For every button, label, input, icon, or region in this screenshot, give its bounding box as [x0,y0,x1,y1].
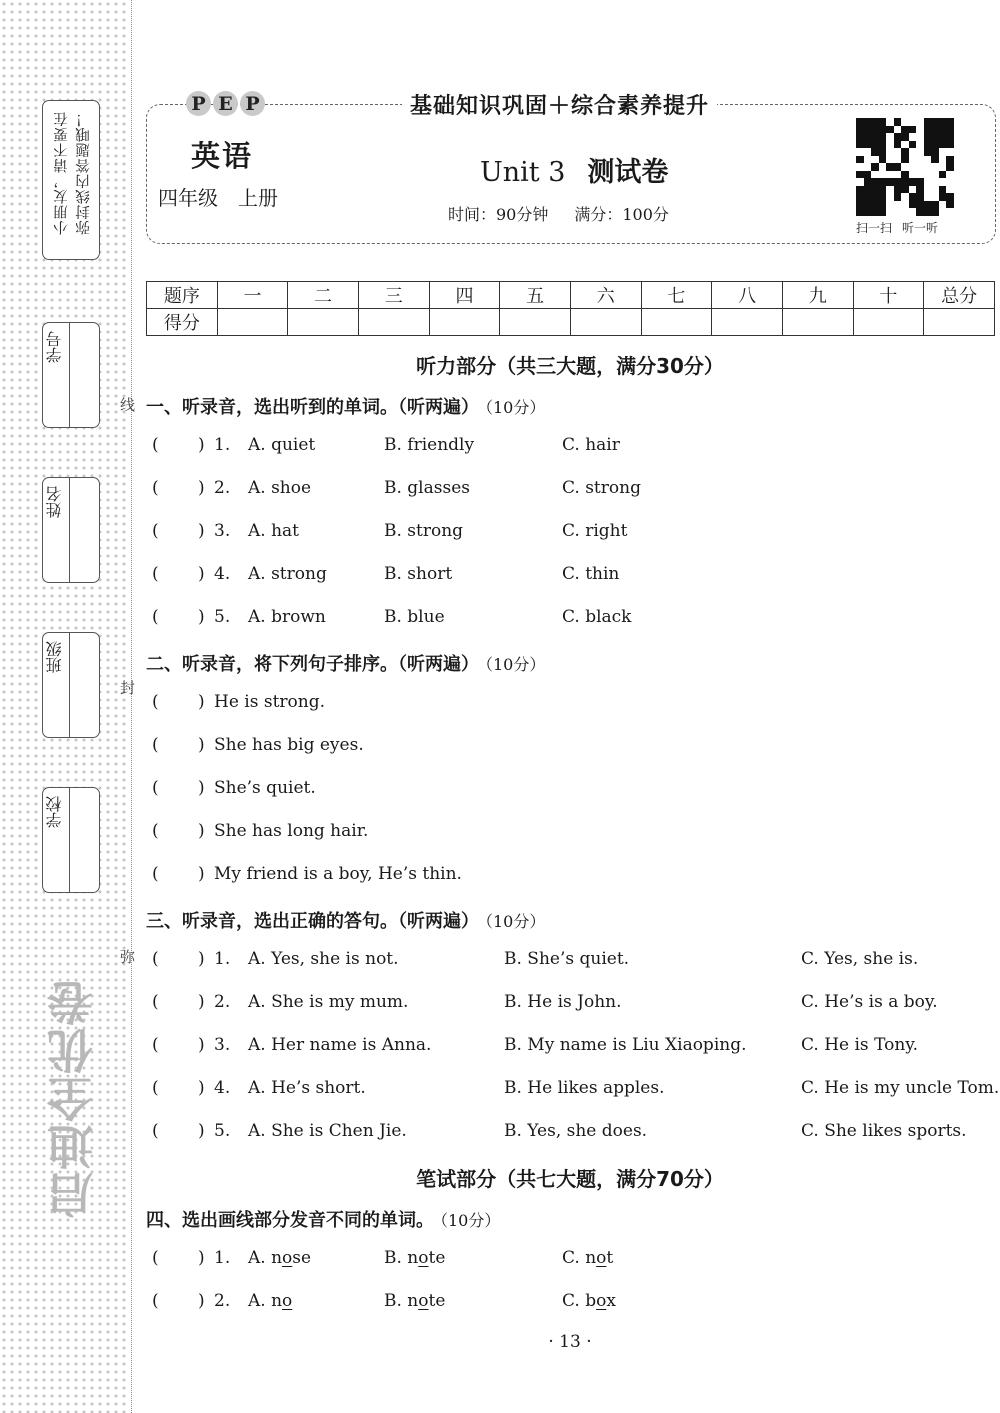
option-a[interactable]: A. no [248,1291,293,1311]
brand-logo: 启迪全优卷 [46,978,100,1218]
table-cell: 四 [429,282,500,309]
option-c[interactable]: C. He’s is a boy. [801,992,938,1012]
option-c[interactable]: C. hair [562,435,620,455]
score-cell[interactable] [288,309,359,336]
score-table [146,281,995,336]
table-cell: 题序 [147,282,218,309]
seal-cut-line [131,0,132,1413]
table-cell: 得分 [147,309,218,336]
option-c[interactable]: C. strong [562,478,641,498]
option-b[interactable]: B. note [384,1248,446,1268]
option-c[interactable]: C. She likes sports. [801,1121,967,1141]
table-cell: 三 [358,282,429,309]
notice-line-2: 弥封线内答题哦！ [76,111,92,235]
field-divider [69,478,70,582]
table-cell: 七 [641,282,712,309]
test-title [480,150,668,189]
option-c[interactable]: C. He is Tony. [801,1035,919,1055]
pep-badge [186,91,265,116]
score-cell[interactable] [500,309,571,336]
volume: 上册 [238,186,278,210]
field-label-name: 姓名 [45,486,64,518]
score-cell[interactable] [570,309,641,336]
seal-char-feng: 封 [120,679,136,697]
option-b[interactable]: B. glasses [384,478,470,498]
question-3-heading: 三、听录音，选出正确的答句。（听两遍） （10分） [146,911,546,932]
option-a[interactable]: A. hat [248,521,299,541]
field-label-school: 学校 [45,796,64,828]
option-a[interactable]: A. She is Chen Jie. [248,1121,407,1141]
option-a[interactable]: A. strong [248,564,327,584]
points: （10分） [485,912,546,931]
sentence: He is strong. [214,692,326,712]
option-a[interactable]: A. brown [248,607,326,627]
seal-char-xian: 线 [120,396,136,414]
qr-listen-label: 听一听 [902,221,939,235]
option-a[interactable]: A. shoe [248,478,312,498]
school-field[interactable] [42,787,100,893]
time-limit: 时间：90分钟 [448,205,549,224]
score-table-header-row [147,282,995,309]
option-b[interactable]: B. She’s quiet. [504,949,630,969]
option-b[interactable]: B. Yes, she does. [504,1121,648,1141]
score-cell[interactable] [853,309,924,336]
score-table-score-row [147,309,995,336]
option-c[interactable]: C. thin [562,564,620,584]
listening-section-title: 听力部分（共三大题，满分30分） [416,354,724,378]
sentence: She has long hair. [214,821,369,841]
points: （10分） [485,655,546,674]
option-a[interactable]: A. He’s short. [248,1078,366,1098]
time-score-line [448,202,669,225]
table-cell: 五 [500,282,571,309]
grade-line [158,182,278,211]
option-c[interactable]: C. box [562,1291,616,1311]
option-b[interactable]: B. friendly [384,435,475,455]
field-label-class: 班级 [45,641,64,673]
option-b[interactable]: B. note [384,1291,446,1311]
name-field[interactable] [42,477,100,583]
table-cell: 二 [288,282,359,309]
option-c[interactable]: C. not [562,1248,614,1268]
option-a[interactable]: A. Her name is Anna. [248,1035,432,1055]
score-cell[interactable] [429,309,500,336]
field-divider [69,633,70,737]
full-score: 满分：100分 [574,205,669,224]
option-b[interactable]: B. blue [384,607,445,627]
question-1-heading: 一、听录音，选出听到的单词。（听两遍） （10分） [146,397,546,418]
pep-letter: E [213,91,238,116]
score-cell[interactable] [217,309,288,336]
option-a[interactable]: A. quiet [248,435,316,455]
option-a[interactable]: A. She is my mum. [248,992,409,1012]
option-c[interactable]: C. black [562,607,632,627]
unit-label: Unit 3 [480,157,566,188]
option-b[interactable]: B. He likes apples. [504,1078,665,1098]
table-cell: 总分 [924,282,995,309]
field-label-student-number: 学号 [45,331,64,363]
option-b[interactable]: B. He is John. [504,992,622,1012]
score-cell[interactable] [782,309,853,336]
table-cell: 六 [570,282,641,309]
underlined-letter: o [282,1291,293,1311]
pep-letter: P [186,91,211,116]
sentence: My friend is a boy, He’s thin. [214,864,462,884]
page-number: · 13 · [548,1332,592,1352]
pep-letter: P [240,91,265,116]
header-strapline: 基础知识巩固＋综合素养提升 [402,89,717,120]
table-cell: 一 [217,282,288,309]
test-label: 测试卷 [587,157,669,188]
points: （10分） [485,398,546,417]
notice-box [42,100,100,260]
underlined-letter: o [282,1248,293,1268]
option-c[interactable]: C. He is my uncle Tom. [801,1078,1000,1098]
writing-section-title: 笔试部分（共七大题，满分70分） [416,1167,724,1191]
option-b[interactable]: B. short [384,564,453,584]
option-c[interactable]: C. Yes, she is. [801,949,919,969]
qr-scan-label: 扫一扫 [856,221,893,235]
class-field[interactable] [42,632,100,738]
sentence: She’s quiet. [214,778,316,798]
option-c[interactable]: C. right [562,521,628,541]
question-2-heading: 二、听录音，将下列句子排序。（听两遍） （10分） [146,654,546,675]
score-cell[interactable] [641,309,712,336]
sentence: She has big eyes. [214,735,364,755]
underlined-letter: o [596,1291,607,1311]
question-4-heading: 四、选出画线部分发音不同的单词。 （10分） [146,1210,501,1231]
notice-line-1: 小朋友，请不要在 [54,111,70,235]
option-a[interactable]: A. nose [248,1248,312,1268]
table-cell: 八 [712,282,783,309]
qr-code-icon[interactable] [856,118,954,216]
option-b[interactable]: B. strong [384,521,464,541]
points: （10分） [440,1211,501,1230]
underlined-letter: o [418,1291,429,1311]
grade: 四年级 [158,186,218,210]
underlined-letter: o [418,1248,429,1268]
qr-caption [856,219,938,236]
underlined-letter: o [596,1248,607,1268]
option-b[interactable]: B. My name is Liu Xiaoping. [504,1035,747,1055]
score-cell[interactable] [712,309,783,336]
seal-char-mi: 弥 [120,948,136,966]
table-cell: 十 [853,282,924,309]
score-cell[interactable] [924,309,995,336]
field-divider [69,788,70,892]
table-cell: 九 [782,282,853,309]
subject-title: 英语 [191,139,254,173]
option-a[interactable]: A. Yes, she is not. [248,949,399,969]
score-cell[interactable] [358,309,429,336]
